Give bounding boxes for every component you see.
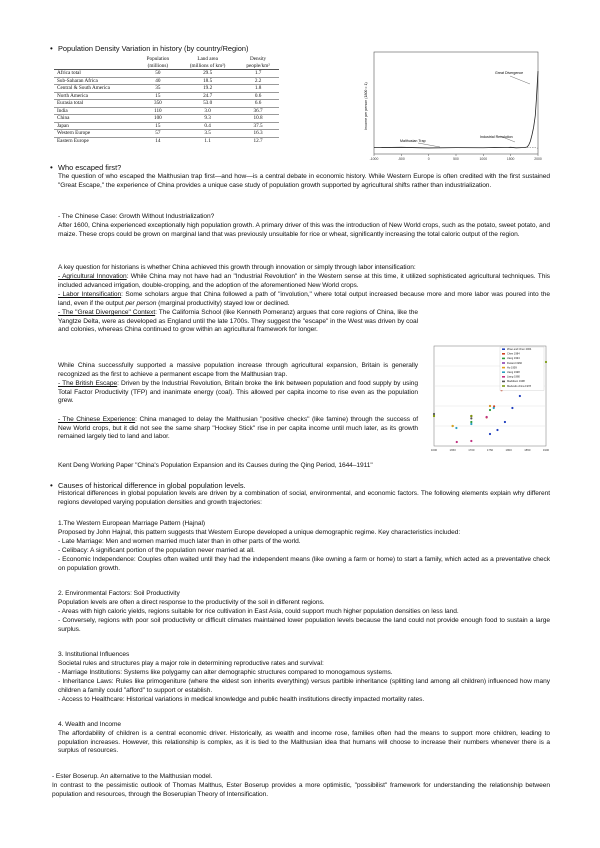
agricultural-innovation-item — [58, 273, 550, 290]
data-point — [519, 395, 521, 397]
table-cell: 0.4 — [178, 122, 237, 130]
x-tick-label: 1900 — [542, 448, 550, 452]
labor-intensification-item — [58, 291, 550, 308]
table-cell: 110 — [138, 107, 178, 115]
series-line — [527, 147, 538, 148]
annotation-malthusian-trap: Malthusian Trap — [400, 139, 426, 143]
x-tick-label: -500 — [397, 157, 405, 161]
x-tick-label: 0 — [427, 157, 430, 161]
agricultural-innovation-text: : While China may not have had an "Industrial Revolution" in the Western sense at this time, it utilized sophisticated agricultural techniques. This included advanced irrigation, double-cropping, and the adoption of the aforementioned New World crops. — [58, 273, 551, 289]
institutional-intro: Societal rules and structures play a major role in determining reproductive rates and survival: — [58, 660, 324, 667]
x-tick-label: 1700 — [468, 448, 475, 452]
list-item: - Areas with high caloric yields, regions suitable for rice cultivation in East Asia, could support much higher population densities on less land. — [58, 608, 459, 615]
table-row — [54, 85, 279, 93]
key-question-text: A key question for historians is whether China achieved this growth through innovation or simply through labor intensification: — [58, 264, 416, 271]
table-cell: China — [54, 115, 138, 123]
marriage-pattern-intro: Proposed by John Hajnal, this pattern suggests that Western Europe developed a unique demographic regime. Key characteristics included: — [58, 529, 461, 536]
table-cell: Eastern Europe — [54, 137, 138, 144]
data-point — [470, 423, 472, 425]
table-cell: 40 — [138, 77, 178, 85]
data-point — [511, 407, 513, 409]
table-cell: 3.0 — [178, 107, 237, 115]
list-item: - Economic Independence: Couples often waited until they had the independent means (like owning a farm or home) to start a family, which acted as a preventative check on population growth. — [58, 556, 550, 572]
table-cell: 24.7 — [178, 92, 237, 100]
legend-entry: Chen 1984 — [507, 352, 520, 356]
data-point — [456, 441, 458, 443]
legend-swatch — [502, 381, 505, 383]
list-item: - Access to Healthcare: Historical variations in medical knowledge and public health institutions directly impacted mortality rates. — [58, 696, 425, 703]
legend-entry: Maddison 1998 — [507, 380, 525, 384]
x-tick-label: 500 — [453, 157, 459, 161]
table-row — [54, 122, 279, 130]
soil-productivity-title: 2. Environmental Factors: Soil Productivity — [58, 590, 180, 597]
legend-entry: Medveds china 1978 — [507, 384, 531, 388]
legend-swatch — [502, 358, 505, 360]
table-cell: 1.8 — [237, 85, 279, 93]
table-row — [54, 130, 279, 138]
legend-entry: Durand 1960 — [507, 361, 522, 365]
table-cell: 12.7 — [237, 137, 279, 144]
x-tick-label: -1000 — [369, 157, 379, 161]
table-cell: India — [54, 107, 138, 115]
table-header: Land area (millions of km²) — [178, 56, 237, 70]
chinese-case-paragraph: After 1600, China experienced exceptionally high population growth. A primary driver of this was the introduction of New World crops, such as the potato, sweet potato, and maize. These crops could be grown on marginal land that was previously unsuitable for rice or wheat, significantly increasing the total caloric output of the region. — [58, 222, 550, 238]
legend-swatch — [502, 371, 505, 373]
legend-swatch — [502, 353, 505, 355]
table-cell: Central & South America — [54, 85, 138, 93]
data-point — [545, 361, 547, 363]
labor-intensification-emphasis: per person — [125, 299, 157, 307]
data-point — [496, 429, 498, 431]
list-item: - Marriage Institutions: Systems like polygamy can alter demographic structures compared to monogamous systems. — [58, 669, 393, 676]
data-point — [493, 407, 495, 409]
x-tick-label: 1750 — [486, 448, 494, 452]
table-cell: 29.5 — [178, 70, 237, 78]
legend-swatch — [502, 367, 505, 369]
table-cell: Sub-Saharan Africa — [54, 77, 138, 85]
causes-intro: Historical differences in global population levels are driven by a combination of social, environmental, and economic factors. The following elements explain why different regions developed varying population densities and growth trajectories: — [58, 490, 550, 506]
table-cell: 18.5 — [178, 77, 237, 85]
agricultural-innovation-label: - Agricultural Innovation — [58, 273, 127, 280]
table-row — [54, 77, 279, 85]
data-point — [470, 417, 472, 419]
table-cell: 36.7 — [237, 107, 279, 115]
legend-entry: Jiang 1998 — [507, 371, 520, 374]
table-cell: 50 — [138, 70, 178, 78]
legend-swatch — [502, 376, 505, 378]
x-tick-label: 1500 — [506, 157, 515, 161]
british-escape-item — [58, 380, 418, 406]
great-divergence-text: : The California School (like Kenneth Pomeranz) argues that core regions of China, like the Yangtze Delta, were as developed as England until the late 1700s. They suggest the "escape" in the West was driven by coal and colonies, whereas China continued to grow within an agricultural framework for longer. — [58, 309, 418, 334]
income-history-chart — [360, 46, 545, 164]
while-china-paragraph: While China successfully supported a massive population increase through agricultural expansion, Britain is generally recognized as the first to achieve a permanent escape from the Malthusian trap. — [58, 362, 418, 378]
table-cell: 9.3 — [178, 115, 237, 123]
table-cell: 6.6 — [237, 100, 279, 108]
table-cell: North America — [54, 92, 138, 100]
chinese-experience-text: : China managed to delay the Malthusian "positive checks" (like famine) through the success of New World crops, but it did not see the same sharp "Hockey Stick" rise in per capita income until much later, as its growth remained largely tied to land and labor. — [58, 416, 418, 441]
data-point — [470, 440, 472, 442]
table-cell: Japan — [54, 122, 138, 130]
table-cell: 2.2 — [237, 77, 279, 85]
data-point — [470, 421, 472, 423]
british-escape-text: : Driven by the Industrial Revolution, Britain broke the link between population and food supply by using Total Factor Productivity (TFP) and inanimate energy (coal). This allowed per capita income to rise even as the population grew. — [58, 380, 418, 405]
legend-entry: Liang 1980 — [507, 375, 520, 379]
labor-intensification-text: : Some scholars argue that China followed a path of "involution," where total output increased because more and more labor was poured into the land, even if the output — [58, 291, 550, 307]
table-row — [54, 92, 279, 100]
table-cell: 16.3 — [237, 130, 279, 138]
x-tick-label: 2000 — [534, 157, 542, 161]
wealth-income-title: 4. Wealth and Income — [58, 721, 122, 728]
data-point — [489, 405, 491, 407]
x-tick-label: 1850 — [524, 448, 531, 452]
list-item: - Conversely, regions with poor soil productivity or difficult climates maintained lower population levels because the land could not provide enough food to sustain a large surplus. — [58, 617, 550, 633]
x-tick-label: 1600 — [430, 448, 438, 452]
annotation-arrow — [510, 76, 530, 84]
china-population-chart — [424, 340, 550, 458]
table-row — [54, 107, 279, 115]
british-escape-label: - The British Escape — [58, 380, 118, 387]
bullet: • — [50, 163, 53, 172]
table-cell: 37.5 — [237, 122, 279, 130]
table-cell: 1.1 — [178, 137, 237, 144]
legend-swatch — [502, 348, 505, 350]
marriage-pattern-title: 1.The Western European Marriage Pattern (Hajnal) — [58, 520, 206, 527]
plot-frame — [374, 52, 538, 154]
table-cell: 15 — [138, 122, 178, 130]
data-point — [489, 433, 491, 435]
legend-entry: Jiang 1994 — [507, 357, 520, 361]
institutional-title: 3. Institutional Influences — [58, 651, 130, 658]
section-title-population-density: Population Density Variation in history (by country/Region) — [58, 44, 249, 53]
data-point — [433, 415, 435, 417]
table-cell: 100 — [138, 115, 178, 123]
great-divergence-label: - The "Great Divergence" Context — [58, 309, 156, 316]
table-cell: 19.2 — [178, 85, 237, 93]
labor-intensification-text-end: (marginal productivity) stayed low or declined. — [156, 299, 290, 307]
table-cell: Africa total — [54, 70, 138, 78]
x-tick-label: 1800 — [505, 448, 512, 452]
soil-productivity-intro: Population levels are often a direct response to the productivity of the soil in different regions. — [58, 599, 325, 606]
data-point — [504, 421, 506, 423]
great-divergence-item — [58, 309, 418, 335]
table-cell: 14 — [138, 137, 178, 144]
table-cell: Western Europe — [54, 130, 138, 138]
table-cell: 0.6 — [237, 92, 279, 100]
chinese-experience-item — [58, 416, 418, 442]
china-population-chart-svg — [424, 340, 550, 458]
boserup-paragraph: In contrast to the pessimistic outlook of Thomas Malthus, Ester Boserup provides a more optimistic, "possibilist" framework for understanding the relationship between population and resources, through the Boserupian Theory of Intensification. — [52, 782, 550, 798]
boserup-title: - Ester Boserup. An alternative to the Malthusian model. — [52, 773, 213, 780]
section-title-causes: Causes of historical difference in global population levels. — [58, 481, 246, 490]
table-row — [54, 137, 279, 144]
table-cell: 350 — [138, 100, 178, 108]
series-line — [374, 71, 538, 148]
list-item: - Inheritance Laws: Rules like primogeniture (where the eldest son inherits everything) versus partible inheritance (splitting land among all children) influenced how many children a family could "afford" to support or establish. — [58, 678, 550, 694]
intro-paragraph: The question of who escaped the Malthusian trap first—and how—is a central debate in economic history. While Western Europe is often credited with the first sustained "Great Escape," the experience of China provides a unique case study of population growth supported by agricultural shifts rather than industrialization. — [58, 173, 550, 189]
legend-swatch — [502, 362, 505, 364]
data-point — [433, 413, 435, 415]
table-cell: 53.0 — [178, 100, 237, 108]
table-cell: 15 — [138, 92, 178, 100]
data-point — [486, 416, 488, 418]
income-history-chart-svg — [360, 46, 545, 164]
citation: Kent Deng Working Paper "China's Population Expansion and its Causes during the Qing Period, 1644–1911" — [58, 462, 373, 469]
bullet: • — [50, 44, 53, 53]
legend-swatch — [502, 385, 505, 387]
legend-entry: Ho 1959 — [507, 366, 517, 370]
x-tick-label: 1650 — [449, 448, 456, 452]
table-cell: 10.8 — [237, 115, 279, 123]
table-cell: 57 — [138, 130, 178, 138]
data-point — [470, 415, 472, 417]
bullet: • — [50, 481, 53, 490]
annotation-industrial-revolution: Industrial Revolution — [480, 135, 513, 139]
wealth-income-paragraph: The affordability of children is a central economic driver. Historically, as wealth and income rose, families often had the means to support more children, leading to population increases. However, this relationship is complex, as it is tied to the Malthusian idea that humans will choose to increase their numbers whenever there is a surplus of resources. — [58, 730, 550, 755]
table-row — [54, 70, 279, 78]
data-point — [489, 409, 491, 411]
chinese-experience-label: - The Chinese Experience — [58, 416, 136, 423]
legend-entry: Zhao and Chen 2004 — [507, 348, 532, 351]
section-title-who-escaped: Who escaped first? — [58, 163, 122, 172]
population-density-table — [54, 56, 279, 144]
table-cell: 3.5 — [178, 130, 237, 138]
list-item: - Celibacy: A significant portion of the population never married at all. — [58, 547, 255, 554]
table-cell: 35 — [138, 85, 178, 93]
y-axis-label: Income per person (1800 = 1) — [364, 82, 368, 130]
table-row — [54, 115, 279, 123]
annotation-great-divergence: Great Divergence — [495, 71, 524, 75]
labor-intensification-label: - Labor Intensification — [58, 291, 122, 298]
table-row — [54, 100, 279, 108]
data-point — [455, 427, 457, 429]
annotation-arrow — [418, 143, 440, 147]
data-point — [452, 425, 454, 427]
table-header: Density people/km² — [237, 56, 279, 70]
x-tick-label: 1000 — [479, 157, 488, 161]
chinese-case-heading: - The Chinese Case: Growth Without Industrialization? — [58, 213, 215, 220]
table-header — [54, 56, 138, 70]
table-cell: 1.7 — [237, 70, 279, 78]
table-cell: Eurasia total — [54, 100, 138, 108]
table-header: Population (millions) — [138, 56, 178, 70]
list-item: - Late Marriage: Men and women married much later than in other parts of the world. — [58, 538, 301, 545]
